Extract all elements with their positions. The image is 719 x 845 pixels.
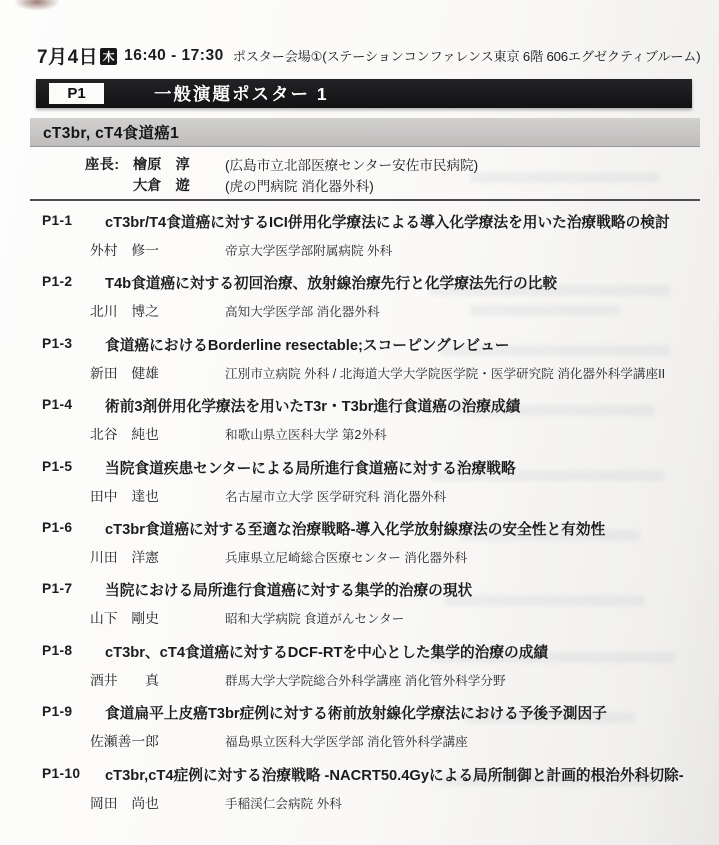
chairs-label-spacer xyxy=(85,176,133,197)
presentation-item xyxy=(42,764,697,825)
presentation-title: cT3br/T4食道癌に対するICI併用化学療法による導入化学療法を用いた治療戦略の検討 xyxy=(105,215,670,231)
presenter-affiliation: 福島県立医科大学医学部 消化管外科学講座 xyxy=(225,735,468,750)
topic-bar xyxy=(30,118,700,147)
presentation-meta xyxy=(90,792,697,812)
session-venue: ポスター会場①(ステーションコンファレンス東京 6階 606エグゼクティブルーム) xyxy=(232,49,701,64)
scan-artifact xyxy=(14,0,60,11)
presentation-code: P1-10 xyxy=(42,765,81,781)
presentation-list xyxy=(42,211,697,825)
presentation-title: 術前3剤併用化学療法を用いたT3r・T3br進行食道癌の治療成績 xyxy=(105,399,521,416)
presentation-code: P1-4 xyxy=(42,397,73,413)
presenter-name: 新田 健雄 xyxy=(90,365,159,381)
presentation-meta xyxy=(90,730,697,750)
session-title: 一般演題ポスター 1 xyxy=(154,84,329,104)
weekday-badge: 木 xyxy=(100,48,117,65)
chairs-block xyxy=(85,155,478,197)
presentation-item xyxy=(42,641,697,702)
presentation-item xyxy=(42,334,697,395)
presenter-affiliation: 昭和大学病院 食道がんセンター xyxy=(225,612,405,627)
divider-rule xyxy=(30,199,700,201)
presenter-affiliation: 江別市立病院 外科 / 北海道大学大学院医学院・医学研究院 消化器外科学講座II xyxy=(225,366,666,381)
presentation-item xyxy=(42,518,697,579)
presenter-name: 岡田 尚也 xyxy=(90,795,159,811)
topic-title: cT3br, cT4食道癌1 xyxy=(43,125,179,142)
presenter-name: 北谷 純也 xyxy=(90,427,159,443)
presentation-code: P1-5 xyxy=(42,458,73,474)
session-time: 16:40 - 17:30 xyxy=(124,46,224,64)
presentation-code: P1-7 xyxy=(42,581,73,597)
presentation-meta xyxy=(90,546,697,566)
presentation-meta xyxy=(90,300,697,320)
presenter-name: 酒井 真 xyxy=(90,672,159,688)
presentation-code: P1-2 xyxy=(42,274,73,290)
presentation-meta xyxy=(90,485,697,505)
presentation-meta xyxy=(90,362,697,382)
presenter-affiliation: 群馬大学大学院総合外科学講座 消化管外科学分野 xyxy=(225,673,506,688)
presentation-code: P1-3 xyxy=(42,335,73,351)
presentation-title: cT3br食道癌に対する至適な治療戦略-導入化学放射線療法の安全性と有効性 xyxy=(105,521,606,538)
presentation-code: P1-1 xyxy=(42,213,73,228)
session-dateline xyxy=(37,42,701,69)
presentation-meta xyxy=(90,669,697,689)
presentation-title: 当院における局所進行食道癌に対する集学的治療の現状 xyxy=(105,583,473,600)
presentation-item xyxy=(42,272,697,333)
presentation-title: 食道癌におけるBorderline resectable;スコーピングレビュー xyxy=(105,337,510,354)
chair-name: 大倉 遊 xyxy=(133,178,190,194)
presenter-affiliation: 名古屋市立大学 医学研究科 消化器外科 xyxy=(225,489,447,504)
chair-affiliation: (広島市立北部医療センター安佐市民病院) xyxy=(225,158,479,173)
presentation-meta xyxy=(90,239,697,259)
presentation-item xyxy=(42,395,697,456)
chair-name: 檜原 淳 xyxy=(133,157,190,173)
presentation-code: P1-6 xyxy=(42,519,73,535)
presentation-item xyxy=(42,457,697,518)
presentation-code: P1-8 xyxy=(42,642,73,658)
presenter-name: 田中 達也 xyxy=(90,488,159,504)
presenter-affiliation: 和歌山県立医科大学 第2外科 xyxy=(225,428,387,443)
presentation-item xyxy=(42,579,697,640)
presentation-title: cT3br、cT4食道癌に対するDCF-RTを中心とした集学的治療の成績 xyxy=(105,644,549,661)
presenter-name: 川田 洋憲 xyxy=(90,549,159,565)
chair-affiliation: (虎の門病院 消化器外科) xyxy=(225,179,374,194)
presenter-name: 北川 博之 xyxy=(90,304,159,320)
presenter-affiliation: 帝京大学医学部附属病院 外科 xyxy=(225,244,393,258)
presentation-title: 食道扁平上皮癌T3br症例に対する術前放射線化学療法における予後予測因子 xyxy=(105,706,607,723)
session-code-badge: P1 xyxy=(49,83,104,104)
presenter-name: 山下 剛史 xyxy=(90,611,159,627)
presentation-meta xyxy=(90,607,697,627)
presentation-title: T4b食道癌に対する初回治療、放射線治療先行と化学療法先行の比較 xyxy=(105,276,558,293)
presenter-name: 佐瀬善一郎 xyxy=(90,734,159,750)
chair-row xyxy=(85,176,478,197)
presentation-title: 当院食道疾患センターによる局所進行食道癌に対する治療戦略 xyxy=(105,460,516,477)
presentation-item xyxy=(42,211,697,272)
presentation-item xyxy=(42,702,697,763)
presenter-name: 外村 修一 xyxy=(90,243,159,258)
presenter-affiliation: 手稲渓仁会病院 外科 xyxy=(225,796,342,811)
session-date: 7月4日 xyxy=(37,47,99,68)
presenter-affiliation: 高知大学医学部 消化器外科 xyxy=(225,305,380,320)
presentation-meta xyxy=(90,423,697,443)
chairs-label: 座長: xyxy=(85,157,120,173)
chair-row xyxy=(85,155,478,176)
presentation-title: cT3br,cT4症例に対する治療戦略 -NACRT50.4Gyによる局所制御と計画的根治外科切除- xyxy=(105,767,684,784)
presentation-code: P1-9 xyxy=(42,704,73,720)
presenter-affiliation: 兵庫県立尼崎総合医療センター 消化器外科 xyxy=(225,550,468,565)
session-header-bar xyxy=(36,79,692,108)
